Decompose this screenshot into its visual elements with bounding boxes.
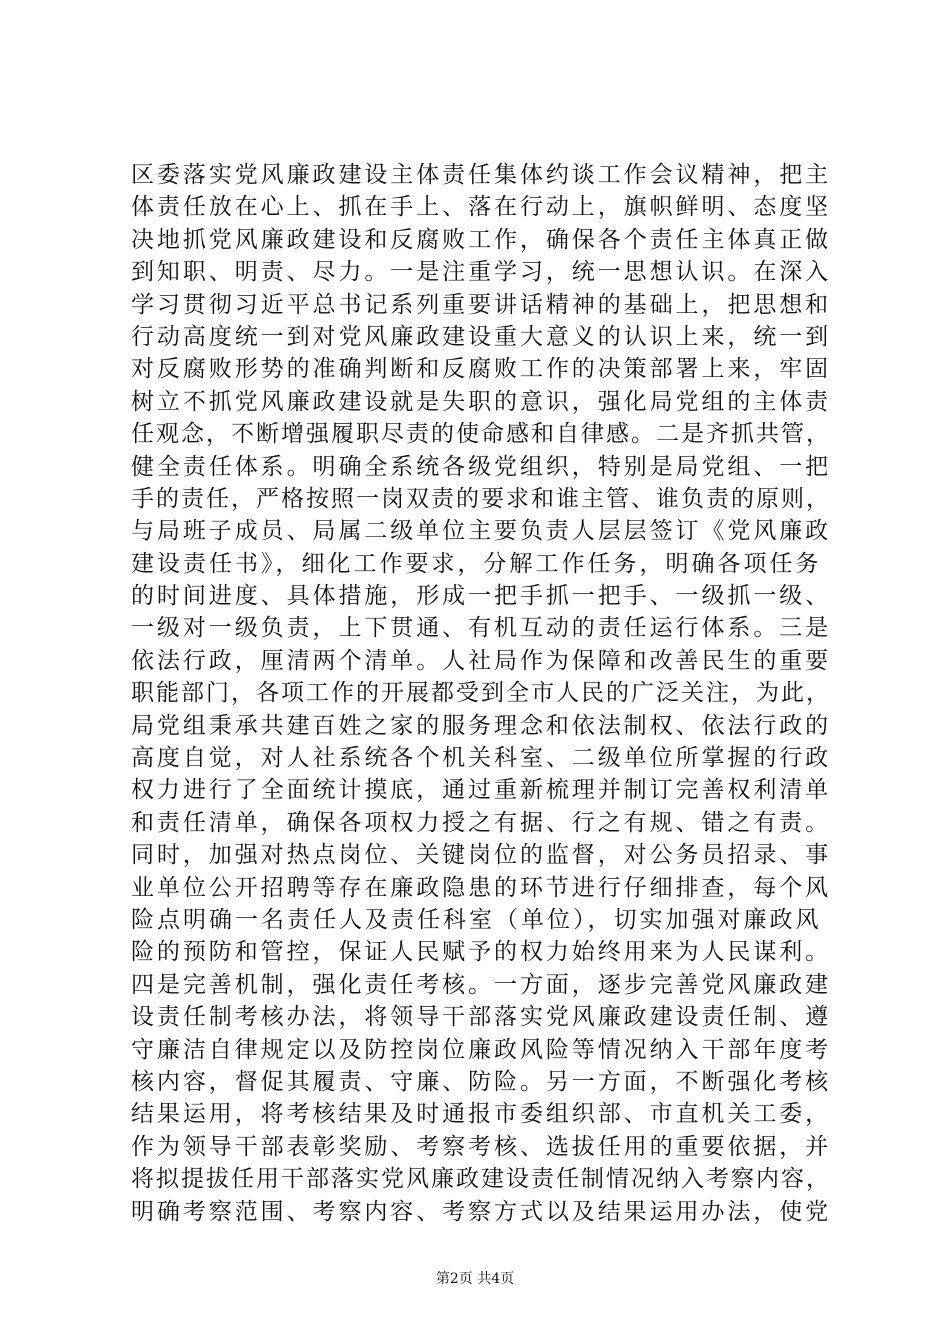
text-line: 学习贯彻习近平总书记系列重要讲话精神的基础上，把思想和 [131,291,832,318]
text-line: 职能部门，各项工作的开展都受到全市人民的广泛关注，为此， [131,680,831,707]
text-line: 手的责任，严格按照一岗双责的要求和谁主管、谁负责的原则， [131,485,831,512]
text-line: 险的预防和管控，保证人民赋予的权力始终用来为人民谋利。 [131,939,832,966]
text-line: 树立不抓党风廉政建设就是失职的意识，强化局党组的主体责 [131,388,832,415]
text-line: 和责任清单，确保各项权力授之有据、行之有规、错之有责。 [131,809,832,836]
text-line: 区委落实党风廉政建设主体责任集体约谈工作会议精神，把主 [131,162,832,188]
text-line: 将拟提拔任用干部落实党风廉政建设责任制情况纳入考察内容， [131,1166,831,1193]
text-line: 核内容，督促其履责、守廉、防险。另一方面，不断强化考核 [131,1068,832,1095]
text-line: 局党组秉承共建百姓之家的服务理念和依法制权、依法行政的 [131,712,832,739]
text-line: 险点明确一名责任人及责任科室（单位），切实加强对廉政风 [131,906,822,933]
body-paragraph [131,159,831,1228]
text-line: 一级对一级负责，上下贯通、有机互动的责任运行体系。三是 [131,615,832,642]
text-line: 守廉洁自律规定以及防控岗位廉政风险等情况纳入干部年度考 [131,1036,832,1063]
text-line: 与局班子成员、局属二级单位主要负责人层层签订《党风廉政 [131,518,832,545]
text-line: 决地抓党风廉政建设和反腐败工作，确保各个责任主体真正做 [131,226,832,253]
text-line: 业单位公开招聘等存在廉政隐患的环节进行仔细排查，每个风 [131,874,832,901]
text-line: 任观念，不断增强履职尽责的使命感和自律感。二是齐抓共管， [131,421,831,448]
text-line: 权力进行了全面统计摸底，通过重新梳理并制订完善权利清单 [131,777,832,804]
text-line: 明确考察范围、考察内容、考察方式以及结果运用办法，使党 [131,1198,832,1225]
text-line: 设责任制考核办法，将领导干部落实党风廉政建设责任制、遵 [131,1004,832,1031]
text-line: 健全责任体系。明确全系统各级党组织，特别是局党组、一把 [131,453,832,480]
text-line: 行动高度统一到对党风廉政建设重大意义的认识上来，统一到 [131,323,832,350]
page-footer: 第2页 共4页 [435,1271,515,1287]
text-line: 对反腐败形势的准确判断和反腐败工作的决策部署上来，牢固 [131,356,832,383]
text-line: 依法行政，厘清两个清单。人社局作为保障和改善民生的重要 [131,647,832,674]
text-line: 高度自觉，对人社系统各个机关科室、二级单位所掌握的行政 [131,745,832,772]
text-line: 四是完善机制，强化责任考核。一方面，逐步完善党风廉政建 [131,971,832,998]
text-line: 建设责任书》，细化工作要求，分解工作任务，明确各项任务 [131,550,822,577]
text-line: 同时，加强对热点岗位、关键岗位的监督，对公务员招录、事 [131,842,832,869]
text-line: 的时间进度、具体措施，形成一把手抓一把手、一级抓一级、 [131,583,832,610]
text-line: 到知职、明责、尽力。一是注重学习，统一思想认识。在深入 [131,259,832,286]
text-line: 结果运用，将考核结果及时通报市委组织部、市直机关工委， [131,1101,832,1128]
text-line: 体责任放在心上、抓在手上、落在行动上，旗帜鲜明、态度坚 [131,194,832,221]
text-line: 作为领导干部表彰奖励、考察考核、选拔任用的重要依据，并 [131,1133,832,1160]
